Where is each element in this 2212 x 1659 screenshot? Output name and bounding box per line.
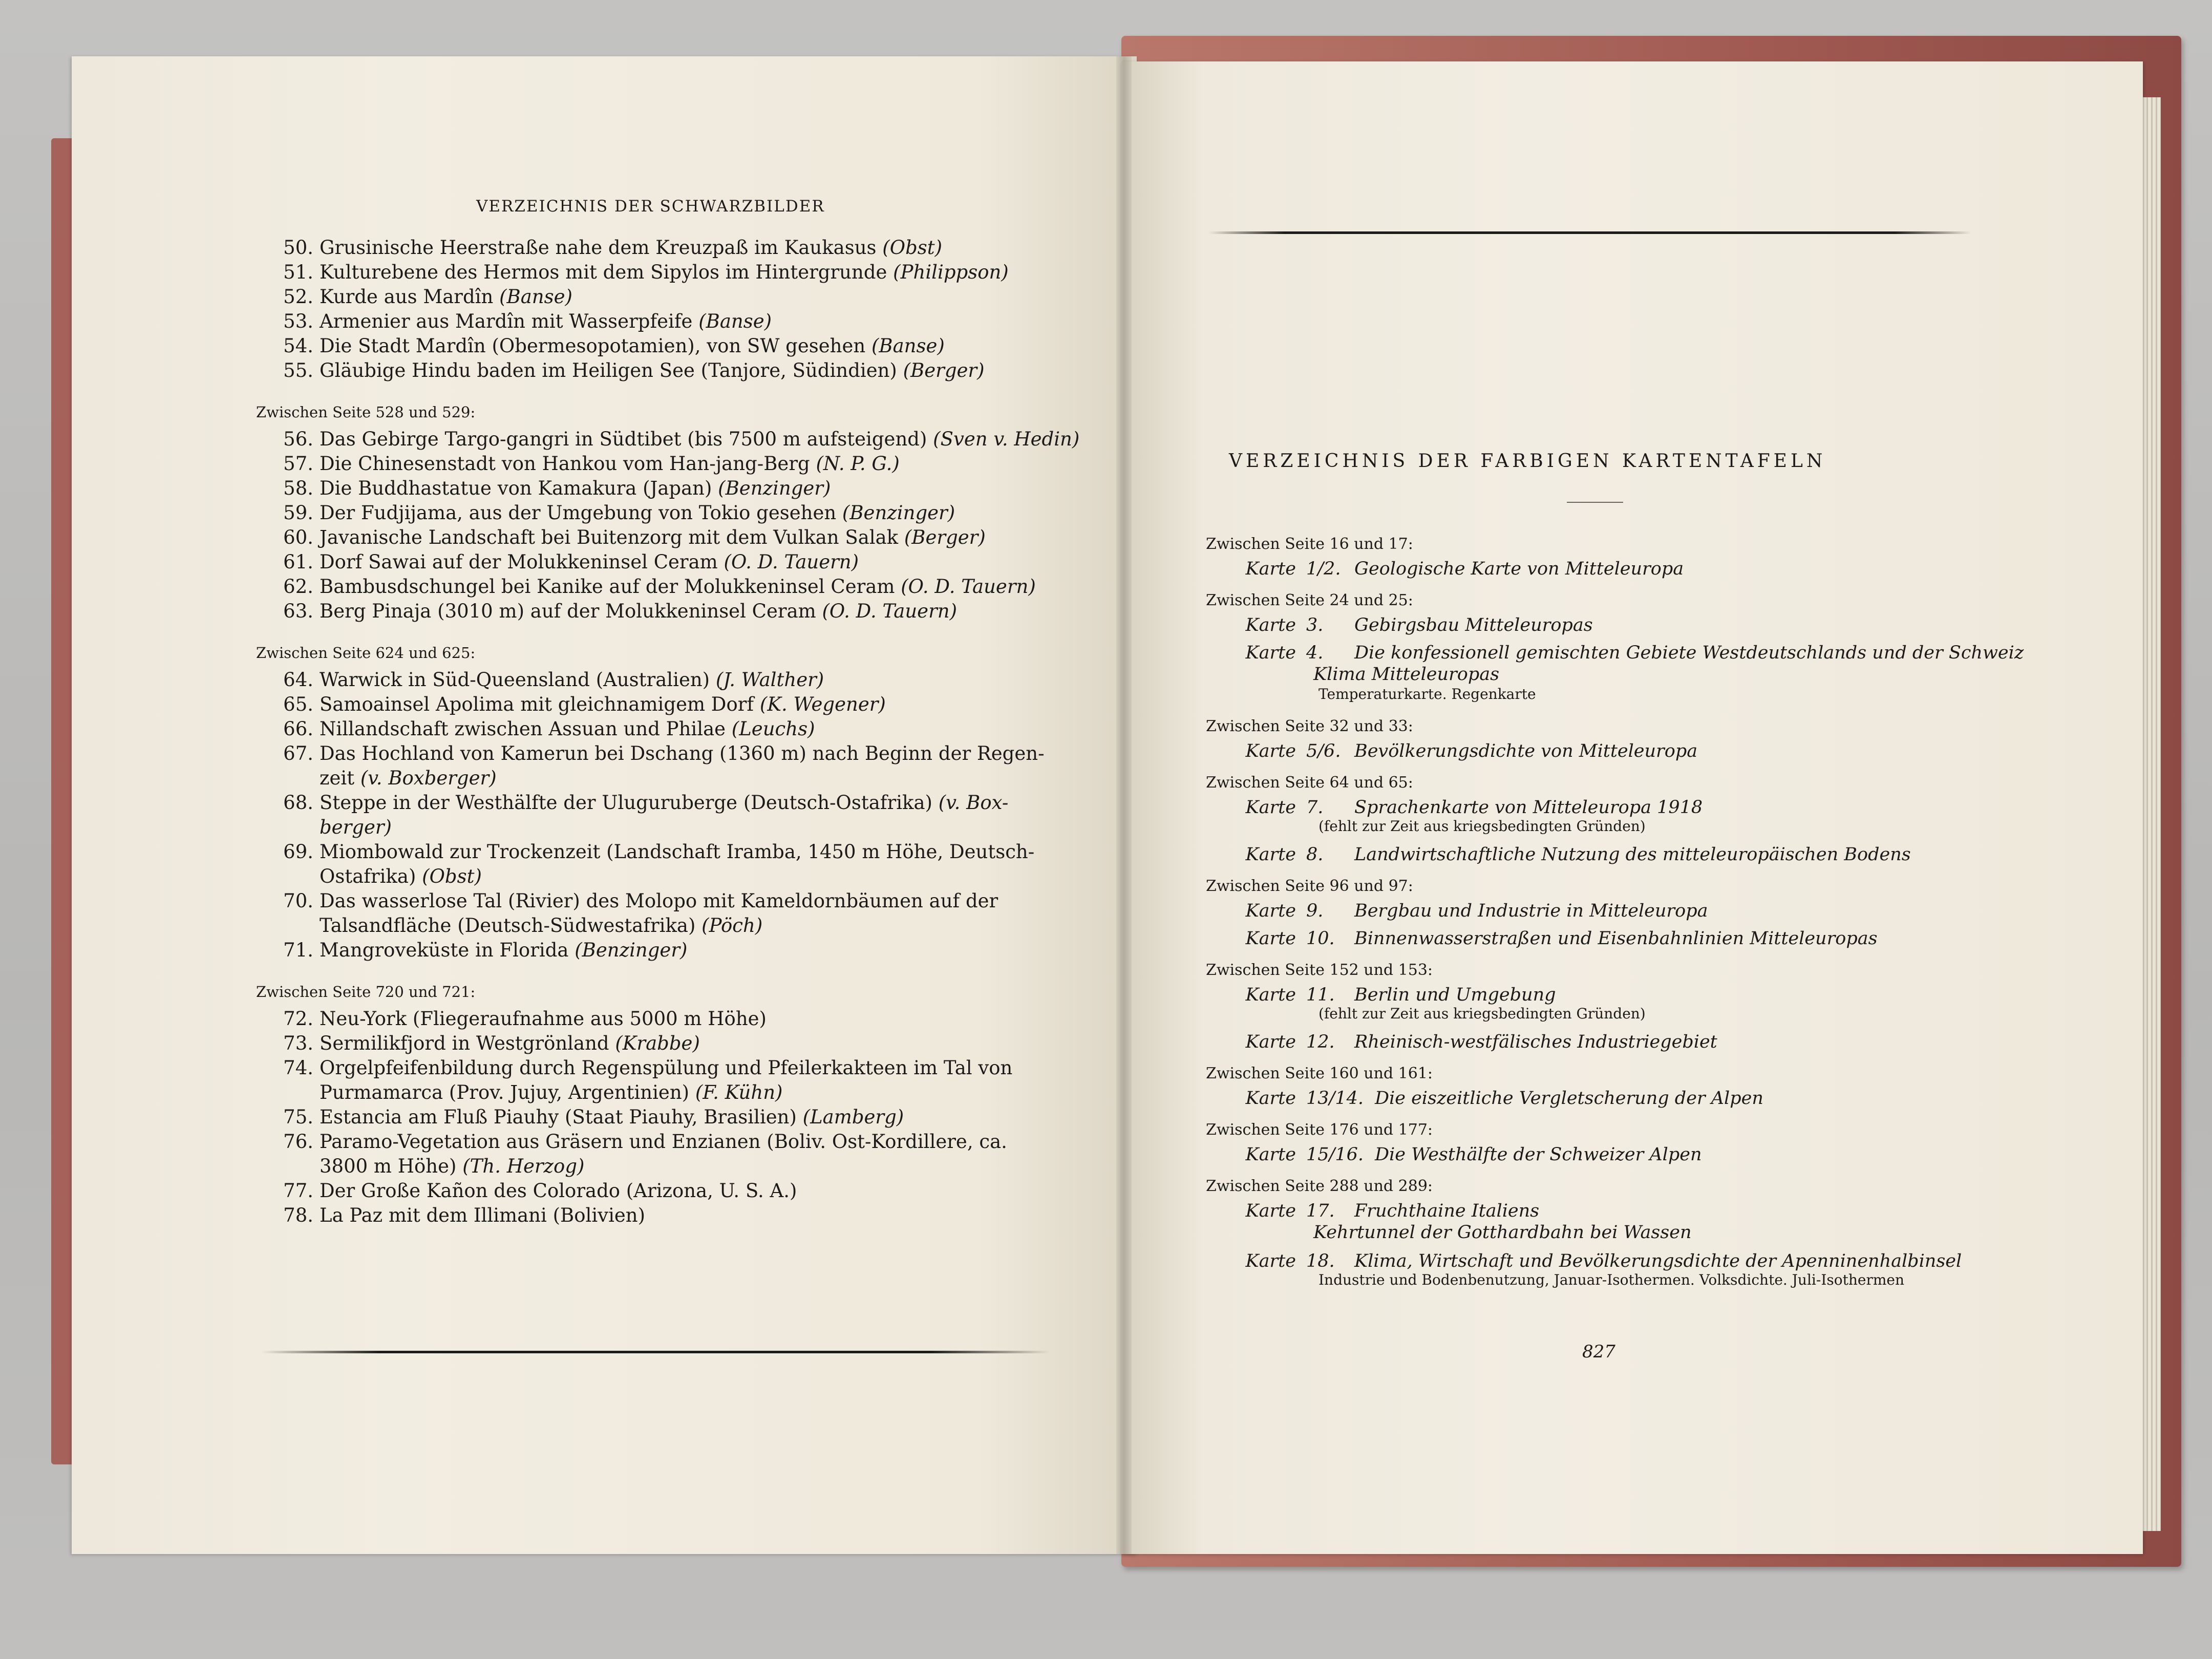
item-credit: (Th. Herzog) [456, 1155, 585, 1177]
item-number: 73. [283, 1032, 313, 1054]
karte-number: 5/6. [1306, 741, 1341, 761]
list-item [276, 358, 985, 383]
item-credit: (O. D. Tauern) [816, 600, 958, 622]
item-number: 71. [283, 939, 313, 961]
item-text: Samoainsel Apolima mit gleichnamigem Dorf [320, 693, 754, 715]
list-item [276, 1179, 797, 1203]
item-text: Das wasserlose Tal (Rivier) des Molopo mit Kameldornbäumen auf der [320, 890, 998, 912]
book-gutter [1116, 56, 1132, 1554]
item-credit: (v. Box- [932, 792, 1009, 814]
karte-label: Karte [1245, 844, 1296, 865]
item-text: Bambusdschungel bei Kanike auf der Molukkeninsel Ceram [320, 576, 895, 598]
list-item [276, 668, 824, 692]
item-number: 62. [283, 576, 313, 598]
list-item [276, 1105, 904, 1130]
item-number: 60. [283, 526, 313, 548]
karte-number: 8. [1306, 844, 1324, 865]
list-item [276, 334, 945, 358]
item-number: 66. [283, 718, 313, 740]
list-item-continuation [276, 766, 497, 791]
item-text: Berg Pinaja (3010 m) auf der Molukkeninsel Ceram [320, 600, 816, 622]
item-number: 65. [283, 693, 313, 715]
karte-number: 3. [1306, 615, 1324, 635]
item-credit: (O. D. Tauern) [895, 576, 1036, 598]
karte-label: Karte [1245, 901, 1296, 921]
list-item-continuation [276, 1154, 584, 1179]
item-number: 78. [283, 1204, 313, 1226]
item-number: 50. [283, 237, 313, 259]
karte-title: Landwirtschaftliche Nutzung des mitteleuropäischen Bodens [1354, 844, 1911, 865]
karte-title: Sprachenkarte von Mitteleuropa 1918 [1354, 797, 1703, 818]
item-text: Das Gebirge Targo-gangri in Südtibet (bis 7500 m aufsteigend) [320, 428, 927, 450]
item-credit: (N. P. G.) [810, 453, 900, 475]
map-entry [1206, 559, 1684, 579]
map-entry [1206, 985, 1556, 1005]
list-item [276, 1203, 645, 1228]
bottom-rule [261, 1351, 1050, 1353]
karte-label: Karte [1245, 1088, 1296, 1109]
section-header: Zwischen Seite 288 und 289: [1206, 1177, 1433, 1195]
list-item [276, 285, 572, 309]
list-item [276, 717, 815, 741]
item-number: 52. [283, 286, 313, 308]
item-text: Miombowald zur Trockenzeit (Landschaft Iramba, 1450 m Höhe, Deutsch- [320, 841, 1035, 863]
list-item [276, 1130, 1007, 1154]
karte-title: Binnenwasserstraßen und Eisenbahnlinien Mitteleuropas [1354, 928, 1878, 949]
section-header: Zwischen Seite 96 und 97: [1206, 877, 1413, 895]
karte-title: Die konfessionell gemischten Gebiete Westdeutschlands und der Schweiz [1354, 643, 2024, 663]
item-text: Ostafrika) [320, 865, 416, 887]
top-rule [1208, 231, 1971, 234]
item-credit: (Krabbe) [609, 1032, 700, 1054]
map-entry-continuation: Klima Mitteleuropas [1313, 664, 1500, 685]
karte-number: 1/2. [1306, 559, 1341, 579]
map-entry [1206, 1201, 1539, 1221]
item-credit: (Lamberg) [796, 1106, 904, 1128]
list-item [276, 501, 955, 525]
map-entry [1206, 1144, 1702, 1165]
item-credit: (Leuchs) [726, 718, 815, 740]
item-text: Die Buddhastatue von Kamakura (Japan) [320, 477, 712, 499]
item-number: 58. [283, 477, 313, 499]
section-header: Zwischen Seite 16 und 17: [1206, 535, 1413, 553]
item-text: Das Hochland von Kamerun bei Dschang (1360 m) nach Beginn der Regen- [320, 742, 1045, 764]
map-entry [1206, 615, 1593, 635]
item-credit: (Benzinger) [568, 939, 688, 961]
item-number: 51. [283, 261, 313, 283]
item-text: Gläubige Hindu baden im Heiligen See (Tanjore, Südindien) [320, 359, 897, 381]
left-page-title: VERZEICHNIS DER SCHWARZBILDER [476, 197, 825, 216]
item-number: 56. [283, 428, 313, 450]
list-item [276, 938, 687, 963]
list-item-continuation [276, 864, 482, 889]
map-entry [1206, 1251, 1962, 1271]
karte-title: Gebirgsbau Mitteleuropas [1354, 615, 1593, 635]
item-number: 57. [283, 453, 313, 475]
item-number: 74. [283, 1057, 313, 1079]
item-credit: (Berger) [898, 526, 986, 548]
item-text: Sermilikfjord in Westgrönland [320, 1032, 609, 1054]
list-item-continuation [276, 913, 762, 938]
karte-label: Karte [1245, 643, 1296, 663]
list-item [276, 1031, 700, 1056]
item-text: Dorf Sawai auf der Molukkeninsel Ceram [320, 551, 718, 573]
karte-label: Karte [1245, 797, 1296, 818]
map-entry-note: (fehlt zur Zeit aus kriegsbedingten Gründen) [1318, 1005, 1646, 1022]
item-text: Talsandfläche (Deutsch-Südwestafrika) [320, 914, 696, 937]
section-header: Zwischen Seite 160 und 161: [1206, 1065, 1433, 1082]
karte-title: Die Westhälfte der Schweizer Alpen [1375, 1144, 1702, 1165]
section-header: Zwischen Seite 624 und 625: [256, 644, 476, 662]
list-item [276, 525, 986, 550]
karte-title: Bevölkerungsdichte von Mitteleuropa [1354, 741, 1698, 761]
map-entry [1206, 643, 2024, 663]
map-entry [1206, 797, 1703, 818]
item-number: 54. [283, 335, 313, 357]
list-item-continuation [276, 1080, 782, 1105]
map-entry [1206, 1088, 1763, 1109]
karte-number: 10. [1306, 928, 1335, 949]
list-item [276, 427, 1079, 452]
item-number: 59. [283, 502, 313, 524]
item-number: 63. [283, 600, 313, 622]
item-number: 70. [283, 890, 313, 912]
item-text: Nillandschaft zwischen Assuan und Philae [320, 718, 726, 740]
list-item [276, 840, 1034, 864]
item-text: zeit [320, 767, 355, 789]
map-entry-note: Temperaturkarte. Regenkarte [1318, 686, 1536, 703]
section-header: Zwischen Seite 528 und 529: [256, 403, 476, 421]
karte-title: Rheinisch-westfälisches Industriegebiet [1354, 1032, 1717, 1052]
item-text: Purmamarca (Prov. Jujuy, Argentinien) [320, 1081, 690, 1103]
item-text: Neu-York (Fliegeraufnahme aus 5000 m Höhe) [320, 1008, 767, 1030]
karte-label: Karte [1245, 985, 1296, 1005]
item-credit: berger) [320, 816, 392, 838]
page-number: 827 [1582, 1342, 1615, 1362]
item-text: Der Fudjijama, aus der Umgebung von Tokio gesehen [320, 502, 837, 524]
item-credit: (Banse) [493, 286, 572, 308]
item-text: Armenier aus Mardîn mit Wasserpfeife [320, 310, 693, 332]
karte-number: 4. [1306, 643, 1324, 663]
list-item [276, 236, 942, 260]
karte-title: Fruchthaine Italiens [1354, 1201, 1540, 1221]
item-text: Paramo-Vegetation aus Gräsern und Enzianen (Boliv. Ost-Kordillere, ca. [320, 1131, 1007, 1153]
item-credit: (v. Boxberger) [354, 767, 497, 789]
map-entry [1206, 901, 1708, 921]
karte-label: Karte [1245, 741, 1296, 761]
karte-label: Karte [1245, 1201, 1296, 1221]
item-credit: (Banse) [865, 335, 945, 357]
map-entry-continuation: Kehrtunnel der Gotthardbahn bei Wassen [1313, 1222, 1692, 1243]
karte-label: Karte [1245, 559, 1296, 579]
item-credit: (Pöch) [695, 914, 763, 937]
item-text: Orgelpfeifenbildung durch Regenspülung und Pfeilerkakteen im Tal von [320, 1057, 1013, 1079]
karte-number: 15/16. [1306, 1144, 1364, 1165]
list-item-continuation [276, 815, 392, 840]
item-credit: (O. D. Tauern) [717, 551, 859, 573]
item-number: 77. [283, 1180, 313, 1202]
list-item [276, 575, 1036, 599]
item-number: 53. [283, 310, 313, 332]
item-credit: (K. Wegener) [754, 693, 886, 715]
karte-label: Karte [1245, 928, 1296, 949]
karte-number: 7. [1306, 797, 1324, 818]
item-credit: (Benzinger) [712, 477, 831, 499]
right-page-title: VERZEICHNIS DER FARBIGEN KARTENTAFELN [1229, 451, 1826, 472]
item-text: Die Stadt Mardîn (Obermesopotamien), von SW gesehen [320, 335, 866, 357]
item-number: 55. [283, 359, 313, 381]
map-entry [1206, 844, 1911, 865]
karte-title: Bergbau und Industrie in Mitteleuropa [1354, 901, 1708, 921]
section-header: Zwischen Seite 152 und 153: [1206, 961, 1433, 979]
section-header: Zwischen Seite 720 und 721: [256, 983, 476, 1001]
item-credit: (Philippson) [887, 261, 1009, 283]
map-entry [1206, 741, 1697, 761]
karte-number: 11. [1306, 985, 1335, 1005]
item-credit: (Obst) [416, 865, 482, 887]
list-item [276, 309, 772, 334]
title-divider [1567, 502, 1623, 503]
list-item [276, 260, 1009, 285]
item-number: 68. [283, 792, 313, 814]
karte-number: 13/14. [1306, 1088, 1364, 1109]
karte-label: Karte [1245, 1144, 1296, 1165]
list-item [276, 550, 859, 575]
item-number: 75. [283, 1106, 313, 1128]
list-item [276, 741, 1045, 766]
karte-title: Klima, Wirtschaft und Bevölkerungsdichte der Apenninenhalbinsel [1354, 1251, 1962, 1271]
map-entry-note: Industrie und Bodenbenutzung, Januar-Isothermen. Volksdichte. Juli-Isothermen [1318, 1271, 1905, 1288]
karte-label: Karte [1245, 1251, 1296, 1271]
item-credit: (Obst) [876, 237, 943, 259]
item-credit: (Berger) [897, 359, 985, 381]
karte-label: Karte [1245, 1032, 1296, 1052]
section-header: Zwischen Seite 32 und 33: [1206, 717, 1413, 735]
list-item [276, 1056, 1012, 1080]
item-text: Estancia am Fluß Piauhy (Staat Piauhy, Brasilien) [320, 1106, 797, 1128]
item-number: 76. [283, 1131, 313, 1153]
list-item [276, 791, 1008, 815]
karte-title: Geologische Karte von Mitteleuropa [1354, 559, 1684, 579]
section-header: Zwischen Seite 24 und 25: [1206, 591, 1413, 609]
item-number: 67. [283, 742, 313, 764]
karte-number: 17. [1306, 1201, 1335, 1221]
karte-title: Die eiszeitliche Vergletscherung der Alpen [1375, 1088, 1763, 1109]
item-credit: (Banse) [692, 310, 772, 332]
item-text: 3800 m Höhe) [320, 1155, 457, 1177]
karte-label: Karte [1245, 615, 1296, 635]
item-text: Der Große Kañon des Colorado (Arizona, U. S. A.) [320, 1180, 797, 1202]
map-entry [1206, 928, 1878, 949]
item-text: Kulturebene des Hermos mit dem Sipylos im Hintergrunde [320, 261, 887, 283]
map-entry [1206, 1032, 1717, 1052]
item-text: Grusinische Heerstraße nahe dem Kreuzpaß im Kaukasus [320, 237, 877, 259]
list-item [276, 452, 900, 476]
item-number: 64. [283, 669, 313, 691]
list-item [276, 889, 998, 913]
item-text: Warwick in Süd-Queensland (Australien) [320, 669, 710, 691]
section-header: Zwischen Seite 176 und 177: [1206, 1121, 1433, 1139]
karte-number: 12. [1306, 1032, 1335, 1052]
item-text: La Paz mit dem Illimani (Bolivien) [320, 1204, 646, 1226]
karte-number: 18. [1306, 1251, 1335, 1271]
list-item [276, 692, 886, 717]
section-header: Zwischen Seite 64 und 65: [1206, 774, 1413, 792]
list-item [276, 1007, 767, 1031]
item-text: Die Chinesenstadt von Hankou vom Han-jang-Berg [320, 453, 810, 475]
list-item [276, 476, 831, 501]
item-credit: (Benzinger) [836, 502, 955, 524]
item-text: Steppe in der Westhälfte der Uluguruberge (Deutsch-Ostafrika) [320, 792, 932, 814]
item-credit: (Sven v. Hedin) [927, 428, 1080, 450]
map-entry-note: (fehlt zur Zeit aus kriegsbedingten Gründen) [1318, 818, 1646, 835]
karte-title: Berlin und Umgebung [1354, 985, 1556, 1005]
item-text: Javanische Landschaft bei Buitenzorg mit dem Vulkan Salak [320, 526, 899, 548]
item-credit: (F. Kühn) [689, 1081, 783, 1103]
karte-number: 9. [1306, 901, 1324, 921]
item-number: 69. [283, 841, 313, 863]
item-number: 72. [283, 1008, 313, 1030]
item-number: 61. [283, 551, 313, 573]
item-credit: (J. Walther) [710, 669, 824, 691]
item-text: Mangroveküste in Florida [320, 939, 569, 961]
list-item [276, 599, 957, 624]
item-text: Kurde aus Mardîn [320, 286, 494, 308]
